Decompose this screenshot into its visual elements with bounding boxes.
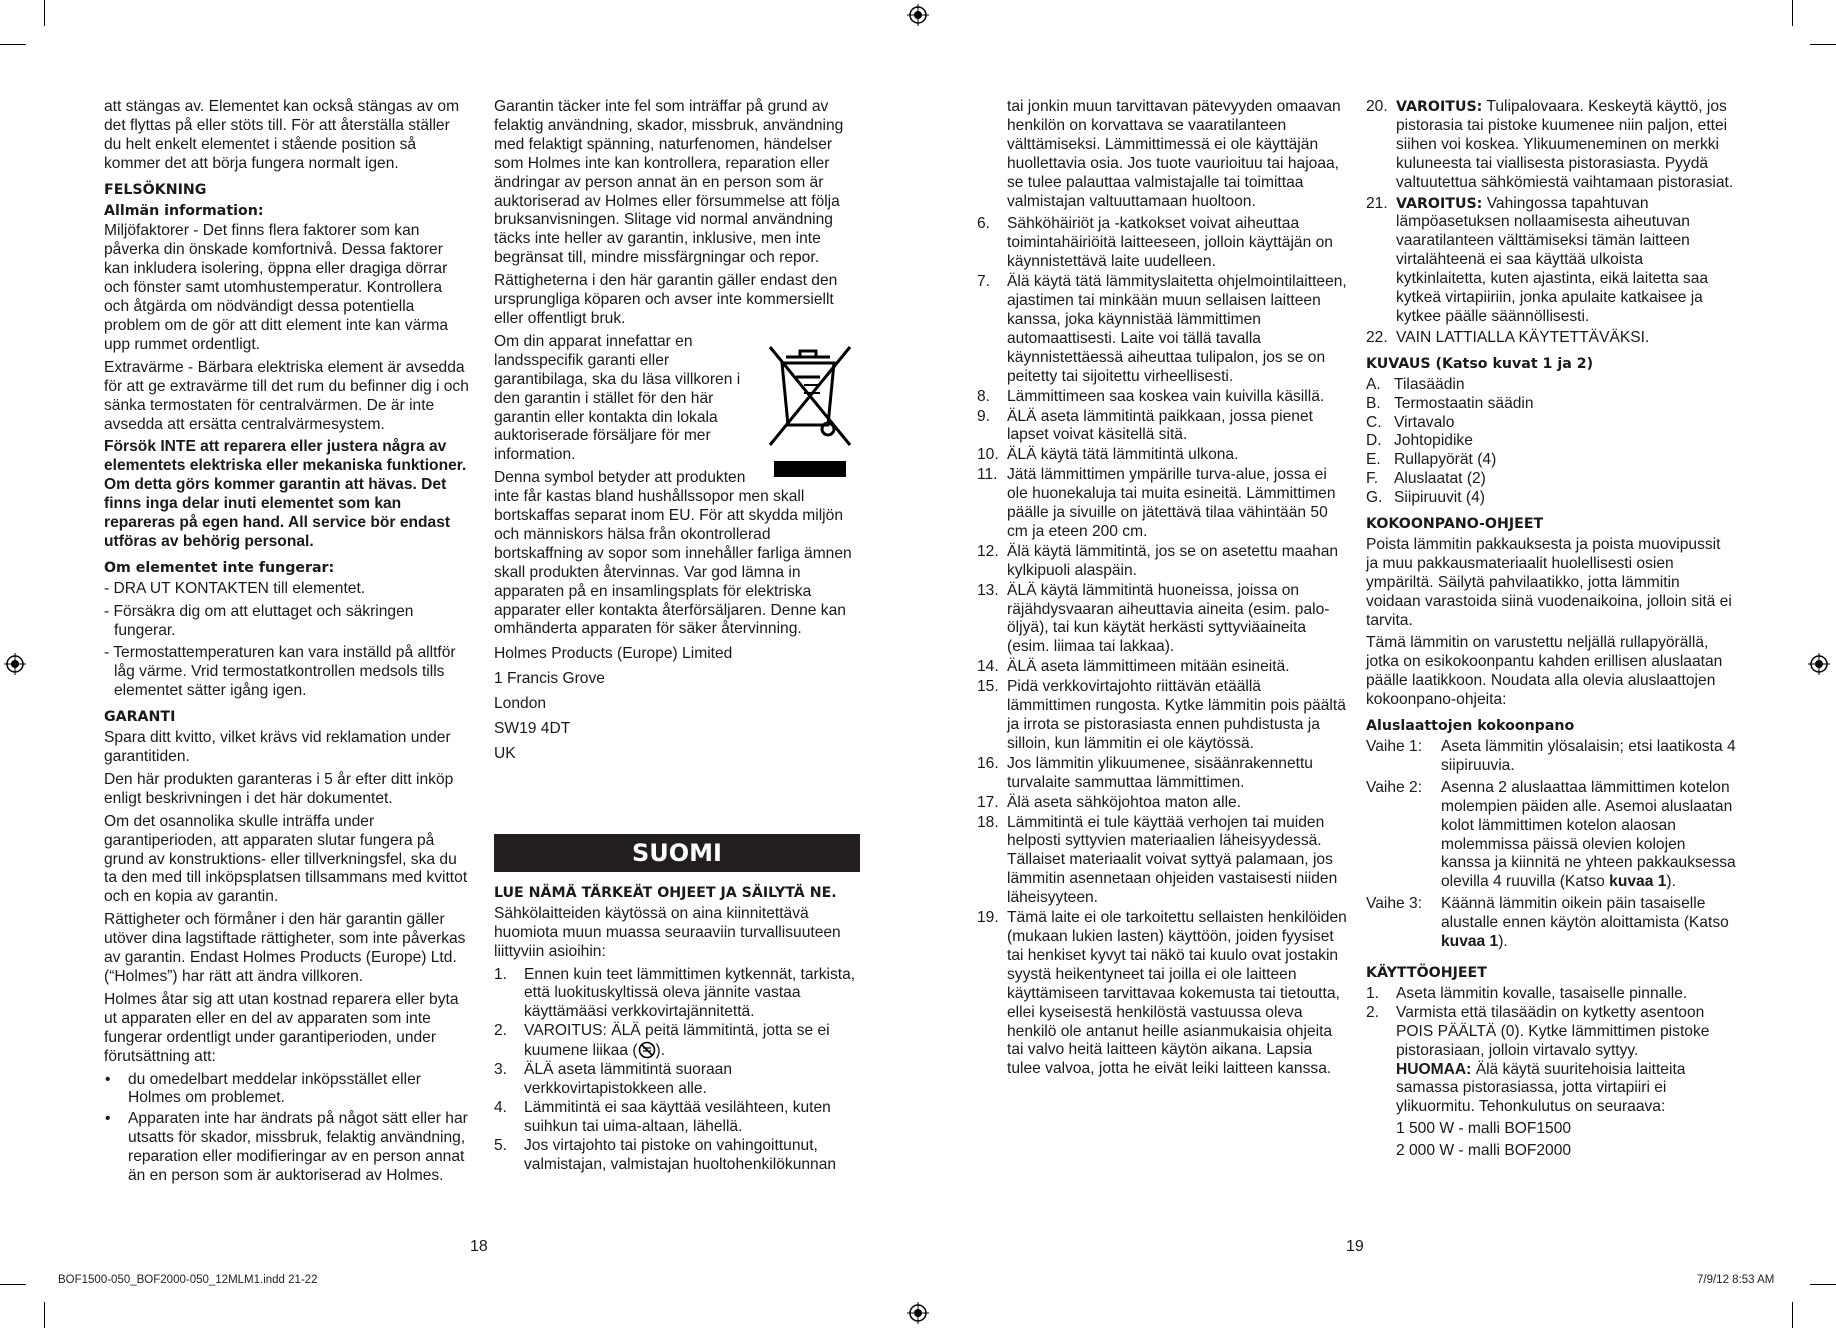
list-item [977,814,1347,909]
step-label: Vaihe 2: [1366,778,1423,796]
list-number: 22. [1366,328,1388,346]
numbered-list [977,215,1347,1079]
list-number: 12. [977,542,999,560]
list-item-text: Aseta lämmitin kovalle, tasaiselle pinnalle. [1396,984,1688,1002]
list-item [1366,1004,1736,1161]
list-item-text: Lämmitintä ei saa käyttää vesilähteen, kuten suihkun tai uima-altaan, lähellä. [524,1098,831,1135]
list-item-text: Jos virtajohto tai pistoke on vahingoittunut, valmistajan, valmistajan huoltohenkilökunnan [524,1136,837,1173]
list-item [977,678,1347,754]
numbered-list [1366,985,1736,1161]
numbered-list [1366,98,1736,348]
text-part: ). [1498,933,1508,951]
paragraph: Spara ditt kvitto, vilket krävs vid reklamation under garantitiden. [104,729,451,765]
list-item-text: Ennen kuin teet lämmittimen kytkennät, tarkista, että luokituskyltissä oleva jännite vastaa käyttämääsi verkkovirtajännitettä. [524,965,856,1021]
paragraph: Tämä lämmitin on varustettu neljällä rullapyörällä, jotka on esikokoonpantu kahden erillisen aluslaatan päälle laatikkoon. Noudata alla olevia aluslaattojen kokoonpano-ohjeita: [1366,634,1723,709]
parts-list-item [1366,470,1736,489]
text-part: Tulipalovaara. Keskeytä käyttö, jos pistorasia tai pistoke kuumenee niin paljon, ettei siihen voi koskea. Ylikuumeneminen on merkki kuluneesta tai viallisesta pistorasiasta. Pyydä valtuutettua sähkömiestä vaihtamaan pistorasiat. [1396,98,1734,191]
list-item-text: Älä käytä tätä lämmityslaitetta ohjelmointilaitteen, ajastimen tai minkään muun sellaisen laitteen kanssa, joka käynnistää lämmittimen automaattisesti. Laite voi tällä tavalla käynnistettäessä aiheuttaa tulipalon, jos se on peitetty tai sijoitettu virheellisesti. [1007,273,1347,385]
list-item [977,466,1347,542]
heading-om-elementet: Om elementet inte fungerar: [104,559,335,576]
address-line: London [494,695,547,713]
list-item [494,1022,860,1061]
figure-ref: kuvaa 1 [1609,873,1667,891]
paragraph: Holmes åtar sig att utan kostnad reparera eller byta ut apparaten eller en del av apparaten som inte fungerar ordentligt under garantiperioden, under förutsättning att: [104,990,459,1065]
crop-mark [1792,1302,1793,1328]
list-number: 1. [1366,984,1380,1002]
paragraph: att stängas av. Elementet kan också stängas av om det flyttas på eller stöts till. För att återställa ställer du helt enkelt elementet i stående position så kommer det att börja fungera normalt igen. [104,98,460,172]
warning-paragraph: Försök INTE att reparera eller justera några av elementets elektriska eller mekaniska funktioner. Om detta görs kommer garantin att hävas. Det finns inga delar inuti elementet som kan repareras på egen hand. All service bör endast utföras av behörig personal. [104,438,467,550]
numbered-list [494,966,860,1175]
list-item-text: ÄLÄ aseta lämmitintä paikkaan, jossa pienet lapset voivat käsitellä sitä. [1007,407,1313,444]
list-item [1366,195,1736,327]
list-item [977,446,1347,465]
heading-allman-information: Allmän information: [104,202,264,219]
text-part: ). [1666,873,1676,891]
heading-lue: LUE NÄMÄ TÄRKEÄT OHJEET JA SÄILYTÄ NE. [494,884,837,901]
list-item [1366,985,1736,1004]
list-number: 2. [1366,1003,1380,1021]
column-3 [977,98,1347,1080]
note-label: HUOMAA: [1396,1060,1472,1078]
heading-felsokning: FELSÖKNING [104,181,207,198]
list-item [977,794,1347,813]
list-item-text: Apparaten inte har ändrats på något sätt eller har utsatts för skador, missbruk, felaktig användning, reparation eller modifieringar av en person annat än en person som är auktoriserad av Holmes. [128,1110,468,1185]
list-item [977,388,1347,407]
language-banner: SUOMI [494,834,860,872]
list-number: 7. [977,273,991,291]
list-item-text: VAIN LATTIALLA KÄYTETTÄVÄKSI. [1396,328,1650,346]
registration-mark-icon [1808,653,1830,675]
text-part: Älä käytä suuritehoisia laitteita samassa pistorasiassa, jotta virtapiiri ei ylikuormitu. Tehonkulutus on seuraava: [1396,1060,1686,1116]
list-item [494,1137,860,1175]
heading-kokoonpano: KOKOONPANO-OHJEET [1366,516,1544,533]
footer-filename: BOF1500-050_BOF2000-050_12MLM1.indd 21-22 [58,1274,318,1286]
parts-list-item [1366,489,1736,508]
page-number-left: 18 [470,1238,488,1255]
text-part: VAROITUS: ÄLÄ peitä lämmitintä, jotta se ei kuumene liikaa ( [524,1022,830,1060]
list-item-text: Pidä verkkovirtajohto riittävän etäällä lämmittimen rungosta. Kytke lämmitin pois päältä ja irrota se pistorasiasta ennen puhdistusta ja silloin, kun lämmitin ei ole käytössä. [1007,678,1346,752]
text-part: ). [655,1042,666,1060]
list-number: 9. [977,407,991,425]
part-name: Termostaatin säädin [1394,394,1534,412]
figure-ref: kuvaa 1 [1441,933,1499,951]
list-number: 15. [977,678,999,696]
crop-mark [0,1284,26,1285]
list-number: 13. [977,581,999,599]
list-number: 14. [977,658,999,676]
warning-label: VAROITUS: [1396,195,1483,212]
list-item-text: Jätä lämmittimen ympärille turva-alue, jossa ei ole huonekaluja tai muita esineitä. Lämmittimen päälle ja sivuille on jätettävä tilaa vähintään 50 cm ja eteen 200 cm. [1007,466,1336,540]
list-item [977,658,1347,677]
paragraph: Den här produkten garanteras i 5 år efter ditt inköp enligt beskrivningen i det här dokumentet. [104,770,454,807]
paragraph: Poista lämmitin pakkauksesta ja poista muovipussit ja muu pakkausmateriaalit huolellisesti osien ympäriltä. Säilytä pahvilaatikko, jotta lämmitin voidaan varastoida siinä vuodenaikoina, jolloin sitä ei tarvita. [1366,535,1732,629]
paragraph: Rättigheter och förmåner i den här garantin gäller utöver dina lagstiftade rättigheter, som inte påverkas av garantin. Endast Holmes Products (Europe) Ltd. (“Holmes”) har rätt att ändra villkoren. [104,911,466,985]
part-name: Johtopidike [1394,432,1473,450]
list-item [977,909,1347,1079]
part-letter: F. [1366,470,1379,488]
crop-mark [1810,1284,1836,1285]
text-part: Käännä lämmitin oikein päin tasaiselle alustalle ennen käytön aloittamista (Katso [1441,895,1729,932]
assembly-step [1366,779,1736,892]
list-number: 17. [977,793,999,811]
registration-mark-icon [4,653,26,675]
step-text: Aseta lämmitin ylösalaisin; etsi laatikosta 4 siipiruuvia. [1441,738,1736,774]
list-item [977,582,1347,658]
dash-list [104,580,470,701]
column-2 [494,98,860,1175]
parts-list-item [1366,432,1736,451]
list-item-text: Lämmitintä ei tule käyttää verhojen tai muiden helposti syttyvien materiaalien läheisyydessä. Tällaiset materiaalit voivat syttyä palamaan, jos lämmitin asennetaan ohjeiden vastaisesti niiden läheisyyteen. [1007,813,1338,907]
list-item-text [1396,195,1736,327]
list-item: - Termostattemperaturen kan vara inställd på alltför låg värme. Vrid termostatkontrollen medsols tills elementet sätter igång igen. [104,644,456,700]
list-number: 5. [494,1136,508,1154]
heading-garanti: GARANTI [104,709,176,726]
list-number: 10. [977,446,999,464]
list-number: 20. [1366,98,1388,115]
part-letter: C. [1366,413,1382,431]
part-letter: G. [1366,489,1383,507]
heading-kayttoohjeet: KÄYTTÖOHJEET [1366,964,1487,981]
paragraph: Garantin täcker inte fel som inträffar på grund av felaktig användning, skador, missbruk, användning med felaktigt spänning, naturfenomen, händelser som Holmes inte kan kontrollera, reparation eller ändringar av person annat än en person som är auktoriserad av Holmes eller försummelse att följa bruksanvisningen. Slitage vid normal användning täcks inte heller av garantin, inklusive, men inte begränsat till, mindre missfärgningar och repor. [494,98,844,267]
list-number: 8. [977,387,991,405]
list-item [1366,329,1736,348]
text-part: Vahingossa tapahtuvan lämpöasetuksen nollaamisesta aiheutuvan vaaratilanteen välttämiseksi tämän laitteen virtalähteenä ei saa käyttää ulkoista kytkinlaitetta, kuten ajastinta, eikä laitetta saa kytkeä virtapiiriin, jonka apulaite katkaisee ja kytkee päälle säännöllisesti. [1396,194,1709,325]
list-item-text [1396,98,1736,193]
part-letter: D. [1366,432,1382,450]
paragraph: Om din apparat innefattar en landsspecifik garanti eller garantibilaga, ska du läsa villkoren i den garantin i stället för den här garantin eller kontakta din lokala auktoriserade försäljare för mer information. [494,332,741,464]
list-item [977,273,1347,386]
list-item-text: Sähköhäiriöt ja -katkokset voivat aiheuttaa toimintahäiriöitä laitteeseen, jolloin käyttäjän on käynnistettävä laite uudelleen. [1007,215,1333,271]
address-line: UK [494,745,516,762]
address-line: Holmes Products (Europe) Limited [494,645,733,663]
list-item [104,1110,470,1186]
list-item [104,1071,470,1109]
text-part: Varmista että tilasäädin on kytketty asentoon POIS PÄÄLTÄ (0). Kytke lämmittimen pistoke pistorasiaan, jolloin virtavalo syttyy. [1396,1003,1710,1059]
address-line: 1 Francis Grove [494,670,605,688]
list-number: 3. [494,1061,508,1079]
bullet: • [105,1070,111,1088]
paragraph: Miljöfaktorer - Det finns flera faktorer som kan påverka din önskade komfortnivå. Dessa faktorer kan inkludera isolering, öppna eller dragiga dörrar och fönster samt utomhustemperatur. Kontrollera och åtgärda om nödvändigt dessa potentiella problem om de gör att ditt element inte kan värma upp rummet ordentligt. [104,222,449,353]
paragraph: Rättigheterna i den här garantin gäller endast den ursprungliga köparen och avser inte kommersiellt eller offentligt bruk. [494,272,838,327]
parts-list-item [1366,451,1736,470]
assembly-step [1366,895,1736,952]
list-item-text: Lämmittimeen saa koskea vain kuivilla käsillä. [1007,387,1325,405]
paragraph: Om det osannolika skulle inträffa under garantiperioden, att apparaten slutar fungera på grund av konstruktions- eller tillverkningsfel, ska du ta den med till inköpsplatsen tillsammans med kvittot och en kopia av garantin. [104,812,468,906]
list-number: 18. [977,813,999,831]
page-number-right: 19 [1346,1238,1364,1255]
list-item [977,755,1347,793]
list-item-text: ÄLÄ käytä tätä lämmitintä ulkona. [1007,446,1239,464]
model-line: 1 500 W - malli BOF1500 [1396,1120,1572,1138]
list-number: 4. [494,1098,508,1116]
heading-aluslaattojen: Aluslaattojen kokoonpano [1366,718,1575,735]
list-item [1366,98,1736,193]
list-number: 6. [977,215,991,233]
address-line: SW19 4DT [494,720,571,738]
part-name: Aluslaatat (2) [1394,470,1486,488]
list-item-text: Älä aseta sähköjohtoa maton alle. [1007,793,1242,811]
list-item-text: ÄLÄ aseta lämmittimeen mitään esineitä. [1007,658,1290,676]
crossed-bin-icon [756,333,860,483]
parts-list-item [1366,376,1736,395]
list-item [977,215,1347,272]
list-item [977,408,1347,446]
list-item-text: du omedelbart meddelar inköpsstället eller Holmes om problemet. [128,1070,421,1107]
crop-mark [1792,0,1793,26]
list-item-text [524,1022,860,1061]
do-not-cover-icon [638,1041,656,1059]
list-item: - Försäkra dig om att eluttaget och säkringen fungerar. [104,602,414,639]
list-number: 21. [1366,194,1388,212]
bullet-list [104,1071,470,1186]
registration-mark-icon [907,1302,929,1324]
part-letter: A. [1366,375,1381,393]
paragraph: Extravärme - Bärbara elektriska element är avsedda för att ge extravärme till det rum du befinner dig i och sänka termostaten för centralvärmen. De är inte avsedda att ersätta centralvärmesystem. [104,358,469,433]
registration-mark-icon [907,4,929,26]
list-number: 11. [977,466,998,484]
list-item-text: Jos lämmitin ylikuumenee, sisäänrakennettu turvalaite sammuttaa lämmittimen. [1007,754,1313,791]
part-letter: B. [1366,394,1381,412]
crop-mark [44,1302,45,1328]
list-number: 1. [494,965,508,983]
part-letter: E. [1366,451,1381,469]
heading-kuvaus: KUVAUS (Katso kuvat 1 ja 2) [1366,355,1594,372]
step-text [1441,895,1736,952]
paragraph: Denna symbol betyder att produkten inte får kastas bland hushållssopor men skall bortskaffas separat inom EU. För att skydda miljön och människors hälsa från okontrollerad bortskaffning av sopor som innehåller farliga ämnen skall produkten återvinnas. Var god lämna in apparaten på en insamlingsplats för elektriska apparater eller kontakta återförsäljaren. Denne kan omhänderta apparaten för säker återvinning. [494,469,852,638]
list-item-text: Tämä laite ei ole tarkoitettu sellaisten henkilöiden (mukaan lukien lasten) käyttöön, joiden fyysiset tai henkiset kyvyt tai näkö tai kuulo ovat jostakin syystä heikentyneet tai joilla ei ole laitteen käyttämiseen tarvittavaa kokemusta tai tietoutta, ellei kyseisestä henkilöstä vastuussa oleva henkilö ole antanut heille asianmukaisia ohjeita tai valvo heitä laitteen käytön aikana. Lapsia tulee valvoa, jotta he eivät leiki laitteen kanssa. [1007,909,1347,1078]
step-label: Vaihe 3: [1366,895,1423,913]
part-name: Siipiruuvit (4) [1394,489,1485,507]
list-item [494,1061,860,1099]
paragraph: tai jonkin muun tarvittavan pätevyyden omaavan henkilön on korvattava se vaaratilanteen välttämiseksi. Lämmittimessä ei ole käyttäjän huollettavia osia. Jos tuote vaurioituu tai hajoaa, se tulee palauttaa valmistajalle tai toimittaa valmistajan valtuuttamaan huoltoon. [1007,98,1341,210]
step-label: Vaihe 1: [1366,738,1423,755]
column-4 [1366,98,1736,1161]
text-part: Asenna 2 aluslaattaa lämmittimen kotelon molempien päiden alle. Asemoi aluslaatan kolot lämmittimen kotelon alaosan molemmissa päissä olevien kolojen kanssa ja kiinnitä ne yhteen pakkauksessa olevilla 4 ruuvilla (Katso [1441,778,1736,891]
paragraph: Sähkölaitteiden käytössä on aina kiinnitettävä huomiota muun muassa seuraaviin turvallisuuteen liittyviin asioihin: [494,904,841,960]
step-text [1441,779,1736,892]
list-item: - DRA UT KONTAKTEN till elementet. [104,579,366,597]
bullet: • [105,1110,111,1128]
list-item-text: Älä käytä lämmitintä, jos se on asetettu maahan kylkipuoli alaspäin. [1007,542,1339,579]
crop-mark [1810,44,1836,45]
list-number: 16. [977,754,999,772]
parts-list-item [1366,414,1736,433]
list-number: 2. [494,1022,508,1040]
list-item-text: ÄLÄ käytä lämmitintä huoneissa, joissa on räjähdysvaaran aiheuttavia aineita (esim. paloöljyä), tai kun käytät herkästi syttyviäaineita (esim. liimaa tai lakkaa). [1007,581,1330,656]
list-item-text [1396,1004,1736,1161]
list-item [977,543,1347,581]
assembly-step [1366,738,1736,776]
list-number: 19. [977,909,999,927]
part-name: Rullapyörät (4) [1394,451,1497,469]
list-item [494,966,860,1023]
list-item [494,1099,860,1137]
warning-label: VAROITUS: [1396,99,1483,115]
parts-list-item [1366,395,1736,414]
model-line: 2 000 W - malli BOF2000 [1396,1142,1572,1160]
list-item-text: ÄLÄ aseta lämmitintä suoraan verkkovirtapistokkeen alle. [524,1061,733,1097]
weee-symbol [756,333,860,483]
part-name: Tilasäädin [1394,375,1465,393]
column-1 [104,98,470,1188]
crop-mark [0,44,26,45]
part-name: Virtavalo [1394,413,1455,431]
footer-date: 7/9/12 8:53 AM [1697,1274,1775,1286]
parts-list [1366,376,1736,508]
crop-mark [44,0,45,26]
